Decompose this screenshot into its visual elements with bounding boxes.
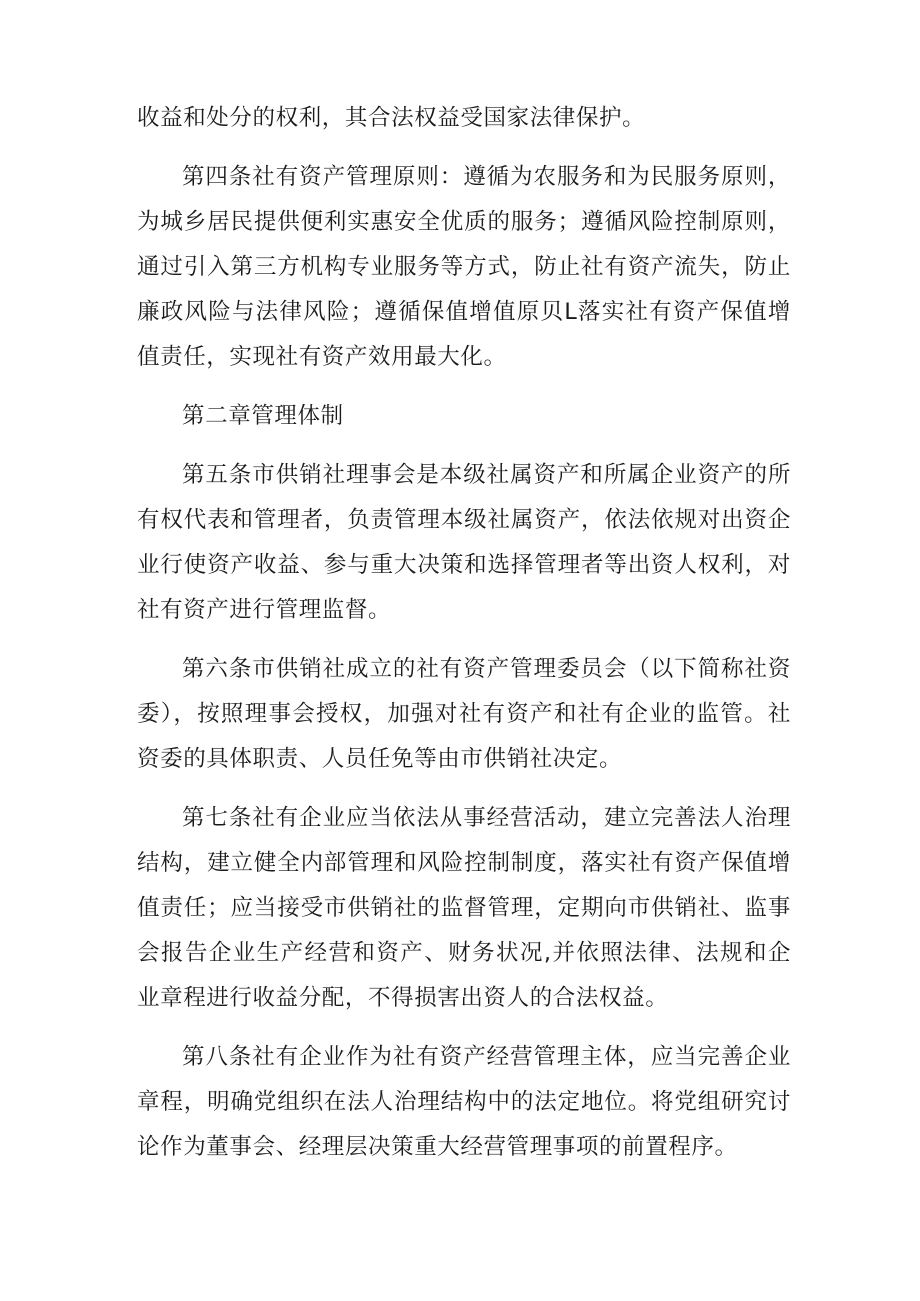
paragraph-article-5: 第五条市供销社理事会是本级社属资产和所属企业资产的所有权代表和管理者，负责管理本级社属资产，依法依规对出资企业行使资产收益、参与重大决策和选择管理者等出资人权利，对社有资产进行管理监督。 [137, 462, 791, 623]
chapter-heading: 第二章管理体制 [182, 403, 344, 429]
paragraph-article-8: 第八条社有企业作为社有资产经营管理主体，应当完善企业章程，明确党组织在法人治理结构中的法定地位。将党组研究讨论作为董事会、经理层决策重大经营管理事项的前置程序。 [137, 1044, 791, 1160]
paragraph-article-4: 第四条社有资产管理原则：遵循为农服务和为民服务原则，为城乡居民提供便利实惠安全优质的服务；遵循风险控制原则，通过引入第三方机构专业服务等方式，防止社有资产流失，防止廉政风险与法律风险；遵循保值增值原贝L落实社有资产保值增值责任，实现社有资产效用最大化。 [137, 164, 791, 370]
paragraph-continuation: 收益和处分的权利，其合法权益受国家法律保护。 [137, 105, 646, 131]
paragraph-article-7: 第七条社有企业应当依法从事经营活动，建立完善法人治理结构，建立健全内部管理和风险控制制度，落实社有资产保值增值责任；应当接受市供销社的监督管理，定期向市供销社、监事会报告企业生产经营和资产、财务状况,并依照法律、法规和企业章程进行收益分配，不得损害出资人的合法权益。 [137, 805, 791, 1011]
paragraph-article-6: 第六条市供销社成立的社有资产管理委员会（以下简称社资委），按照理事会授权，加强对社有资产和社有企业的监管。社资委的具体职责、人员任免等由市供销社决定。 [137, 656, 791, 772]
document-body [137, 96, 791, 1170]
